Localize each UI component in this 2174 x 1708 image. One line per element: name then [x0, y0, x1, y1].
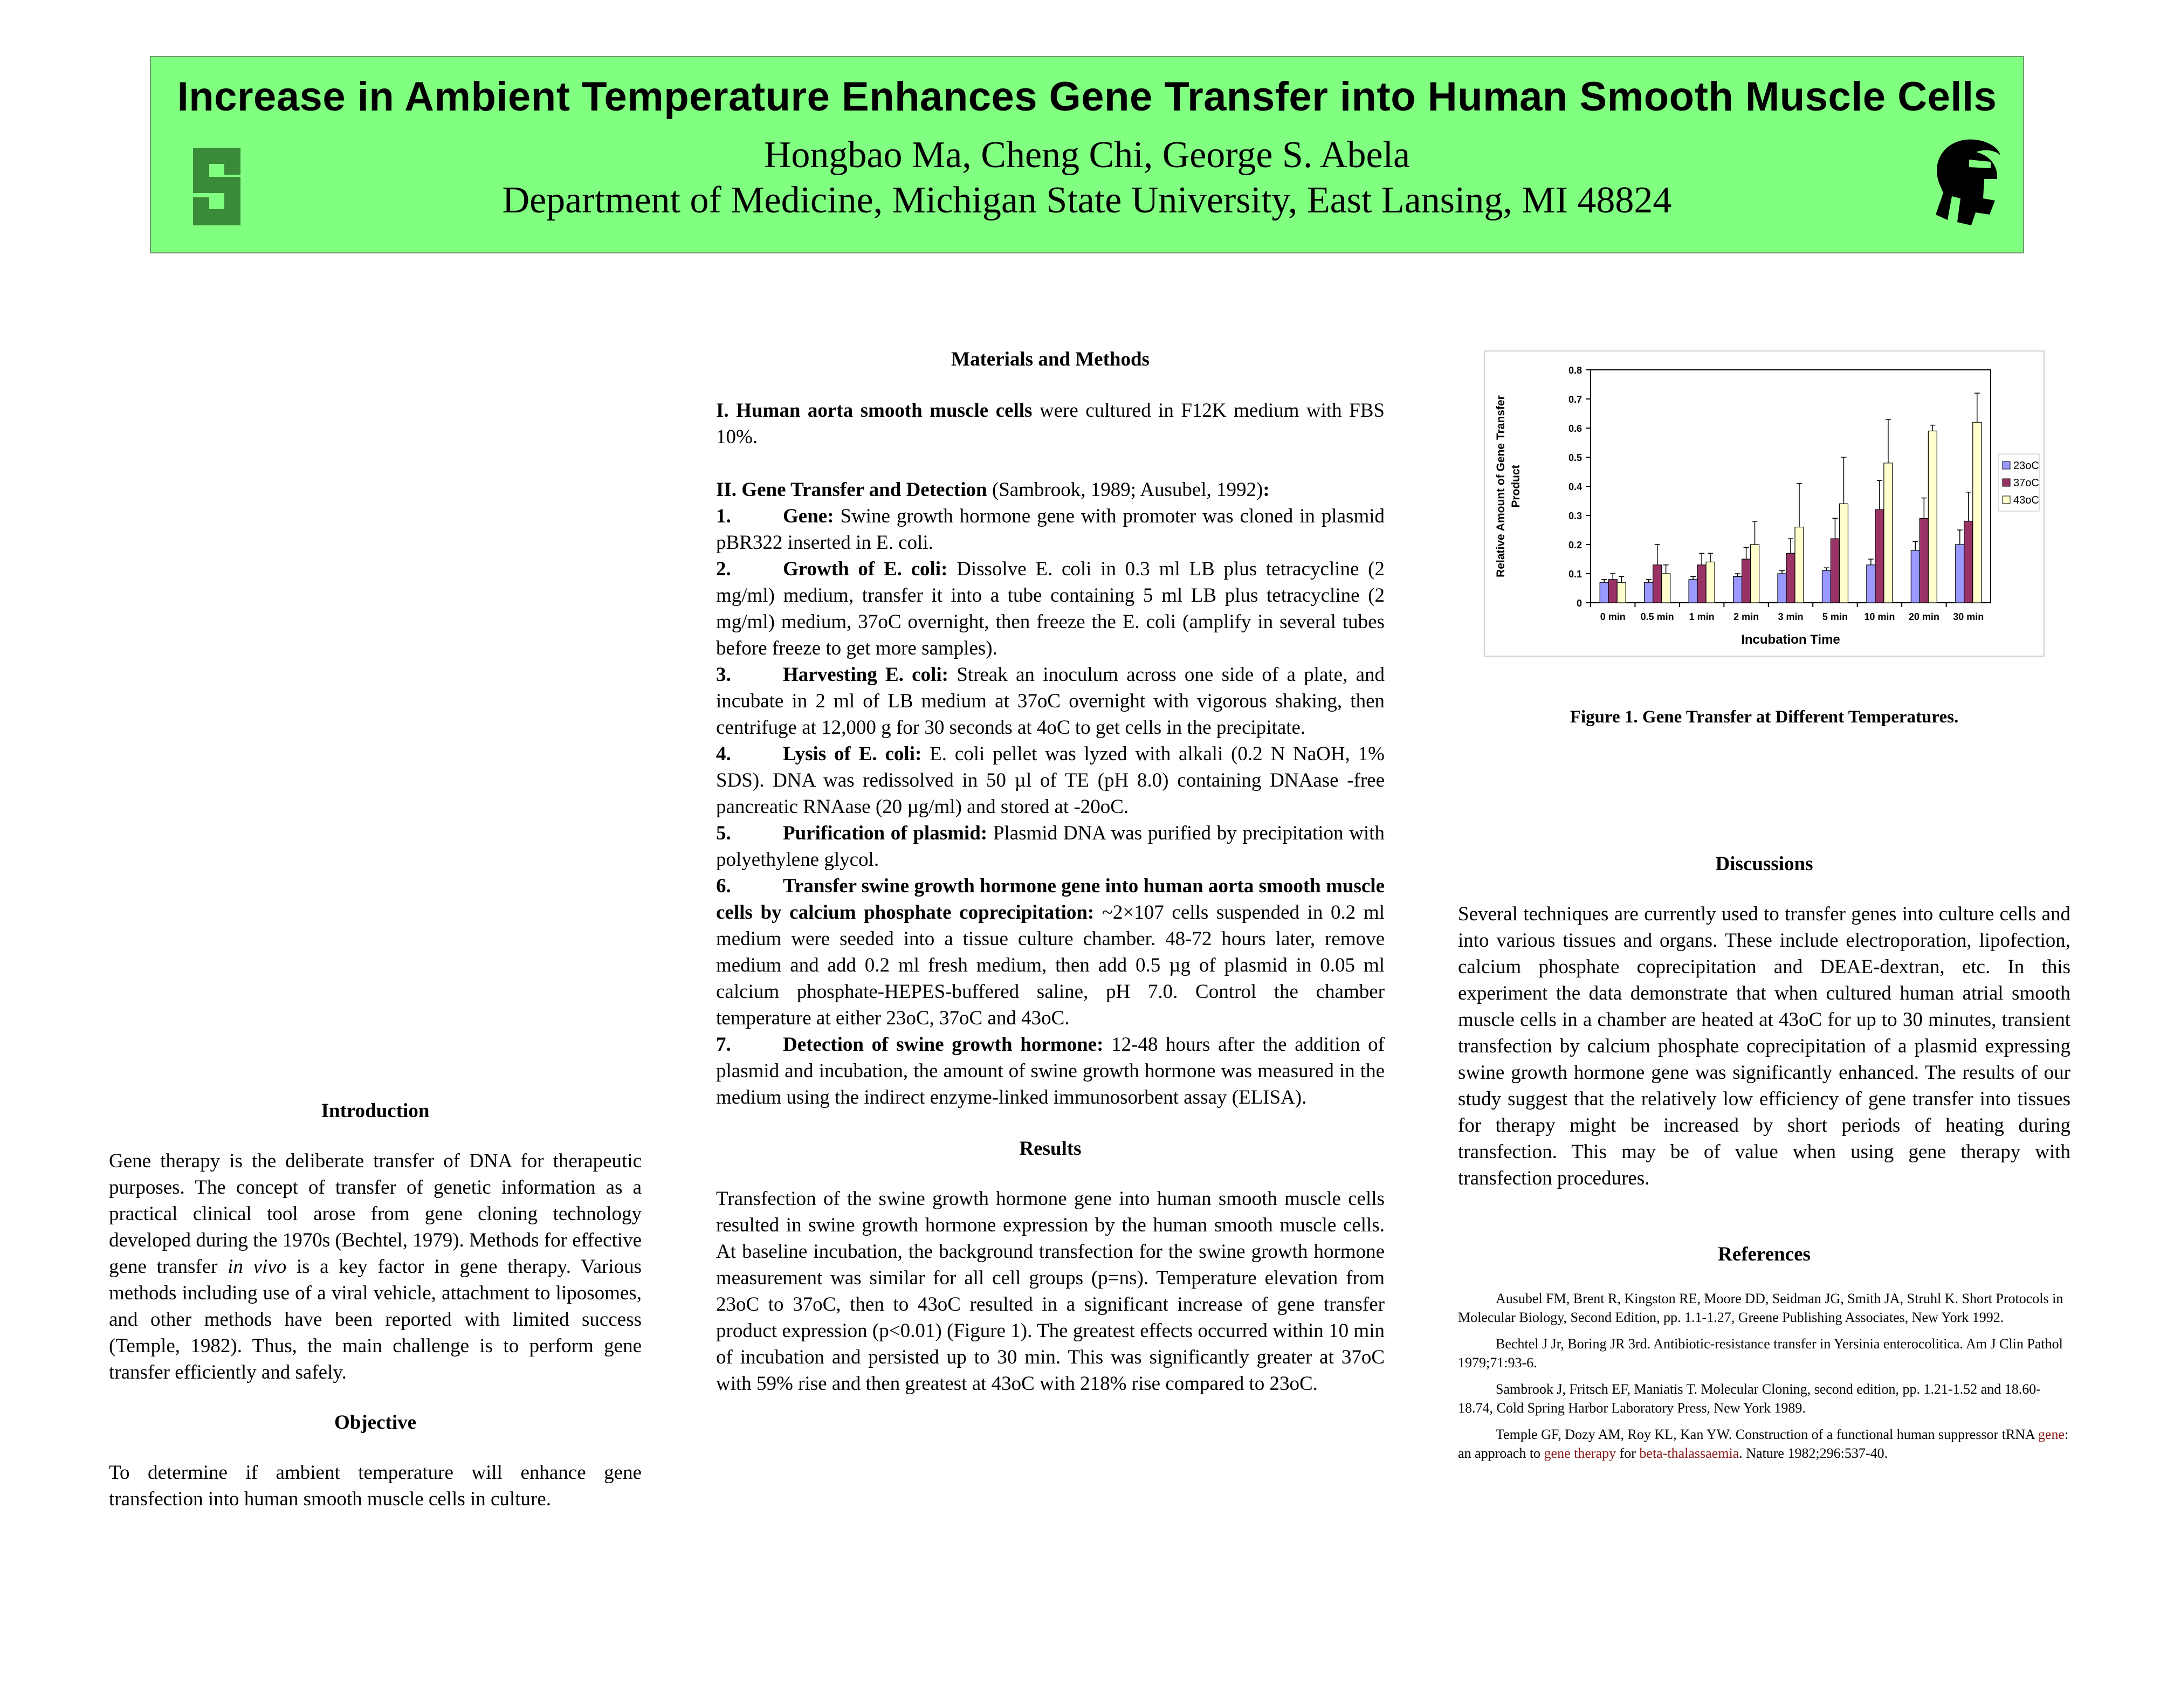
bar: [1697, 565, 1706, 603]
y-tick-label: 0.1: [1568, 569, 1582, 580]
method-step: [716, 662, 1385, 741]
reference-item: Bechtel J Jr, Boring JR 3rd. Antibiotic-resistance transfer in Yersinia enterocolitica. Am J Clin Pathol 1979;71:93-6.: [1458, 1336, 2063, 1370]
reference-item: Ausubel FM, Brent R, Kingston RE, Moore DD, Seidman JG, Smith JA, Struhl K. Short Protocols in Molecular Biology, Second Edition, pp. 1.1-1.27, Greene Publishing Associates, New York 1992.: [1458, 1291, 2063, 1325]
introduction-section: [109, 1098, 642, 1512]
step-title: Harvesting E. coli:: [783, 664, 948, 686]
step-number: 5.: [716, 822, 731, 844]
methods-steps: [716, 503, 1385, 1111]
bar: [1839, 504, 1848, 603]
affiliation: Department of Medicine, Michigan State University, East Lansing, MI 48824: [502, 180, 1672, 221]
step-number: 7.: [716, 1034, 731, 1056]
bar: [1600, 582, 1608, 603]
x-tick-label: 3 min: [1778, 611, 1804, 622]
x-tick-label: 0 min: [1600, 611, 1626, 622]
y-tick-label: 0.7: [1568, 394, 1582, 405]
bar: [1662, 574, 1670, 603]
reference-item: Sambrook J, Fritsch EF, Maniatis T. Molecular Cloning, second edition, pp. 1.21-1.52 and 18.60-18.74, Cold Spring Harbor Laboratory Press, New York 1989.: [1458, 1381, 2041, 1416]
y-tick-label: 0.3: [1568, 511, 1582, 521]
y-axis-label-line: Relative Amount of Gene Transfer: [1495, 395, 1507, 577]
bar: [1742, 559, 1751, 603]
step-text: E. coli pellet was lyzed with alkali (0.2 N NaOH, 1% SDS). DNA was redissolved in 50 µl of TE (pH 8.0) containing DNAase -free pancreatic RNAase (20 µg/ml) and stored at -20oC.: [716, 743, 1385, 818]
bar: [1875, 509, 1884, 603]
y-axis-label: [1495, 395, 1522, 577]
legend-label: 43oC: [2013, 494, 2039, 506]
bar: [1645, 582, 1653, 603]
bar: [1973, 422, 1982, 603]
bar: [1786, 553, 1795, 603]
bar: [1867, 565, 1875, 603]
bar-chart: [1485, 352, 2044, 656]
y-axis-label-line: Product: [1510, 465, 1522, 508]
reference-link-gene-therapy[interactable]: gene therapy: [1544, 1445, 1616, 1461]
figure-1-chart: [1484, 350, 2045, 657]
methods-gene-transfer-citation: (Sambrook, 1989; Ausubel, 1992): [987, 479, 1263, 501]
methods-cells-title: I. Human aorta smooth muscle cells: [716, 400, 1033, 422]
step-text: 12-48 hours after the addition of plasmid and incubation, the amount of swine growth hormone was measured in the medium using the indirect enzyme-linked immunosorbent assay (ELISA).: [716, 1034, 1385, 1108]
step-text: Swine growth hormone gene with promoter was cloned in plasmid pBR322 inserted in E. coli.: [716, 505, 1385, 554]
x-tick-label: 2 min: [1733, 611, 1759, 622]
discussions-text: Several techniques are currently used to transfer genes into culture cells and into various tissues and organs. These include electroporation, lipofection, calcium phosphate coprecipitation and DEAE-dextran, etc. In this experiment the data demonstrate that when cultured human atrial smooth muscle cells in a chamber are heated at 43oC for up to 30 minutes, transient transfection by calcium phosphate coprecipitation of a plasmid expressing swine growth hormone gene was significantly enhanced. The results of our study suggest that the relatively low efficiency of gene transfer into tissues for therapy might be increased by short periods of heating during transfection. This may be of value when using gene therapy with transfection procedures.: [1458, 903, 2070, 1189]
reference-link-beta-thalassaemia[interactable]: beta-thalassaemia: [1639, 1445, 1739, 1461]
bar: [1928, 431, 1937, 603]
discussions-section: [1458, 851, 2070, 1470]
reference-item: [1458, 1425, 2070, 1463]
x-tick-label: 10 min: [1864, 611, 1895, 622]
reference-text: Temple GF, Dozy AM, Roy KL, Kan YW. Construction of a functional human suppressor tRNA: [1496, 1427, 2038, 1442]
objective-heading: Objective: [334, 1411, 417, 1434]
legend-swatch: [2003, 496, 2010, 504]
step-title: Gene:: [783, 505, 834, 527]
method-step: [716, 873, 1385, 1031]
introduction-text-b: is a key factor in gene therapy. Various methods including use of a viral vehicle, attachment to liposomes, and other methods have been reported with limited success (Temple, 1982). Thus, the main challenge is to perform gene transfer efficiently and safely.: [109, 1256, 642, 1383]
bar: [1608, 580, 1617, 603]
figure-caption: Figure 1. Gene Transfer at Different Temperatures.: [1570, 707, 1959, 727]
y-tick-label: 0.2: [1568, 540, 1582, 550]
references-heading: References: [1718, 1243, 1811, 1265]
methods-section: [716, 346, 1385, 1397]
bar: [1617, 582, 1626, 603]
x-tick-label: 30 min: [1953, 611, 1984, 622]
methods-gene-transfer-title: II. Gene Transfer and Detection: [716, 479, 987, 501]
y-tick-label: 0.5: [1568, 452, 1582, 463]
x-axis-label: Incubation Time: [1741, 632, 1840, 647]
step-number: 3.: [716, 664, 731, 686]
method-step: [716, 556, 1385, 662]
step-text: Plasmid DNA was purified by precipitation with polyethylene glycol.: [716, 822, 1385, 871]
bar: [1653, 565, 1662, 603]
bar: [1733, 576, 1742, 603]
method-step: [716, 820, 1385, 873]
objective-text: To determine if ambient temperature will enhance gene transfection into human smooth muscle cells in culture.: [109, 1462, 642, 1510]
bar: [1822, 571, 1831, 603]
bar: [1831, 539, 1839, 603]
reference-text: . Nature 1982;296:537-40.: [1739, 1445, 1888, 1461]
introduction-in-vivo: in vivo: [228, 1256, 287, 1278]
legend-swatch: [2003, 479, 2010, 486]
step-number: 6.: [716, 875, 731, 897]
step-title: Detection of swine growth hormone:: [783, 1034, 1104, 1056]
method-step: [716, 741, 1385, 820]
discussions-heading: Discussions: [1715, 853, 1813, 875]
step-number: 4.: [716, 743, 731, 765]
methods-gene-transfer-colon: :: [1263, 479, 1270, 501]
bar: [1689, 580, 1697, 603]
bar: [1964, 521, 1973, 603]
methods-heading: Materials and Methods: [951, 348, 1150, 370]
legend-label: 37oC: [2013, 477, 2039, 489]
x-tick-label: 5 min: [1822, 611, 1848, 622]
results-text: Transfection of the swine growth hormone gene into human smooth muscle cells resulted in swine growth hormone expression by the human smooth muscle cells. At baseline incubation, the background transfection for the swine growth hormone measurement was similar for all cell groups (p=ns). Temperature elevation from 23oC to 37oC, then to 43oC resulted in a significant increase of gene transfer product expression (p<0.01) (Figure 1). The greatest effects occurred within 10 min of incubation and persisted up to 30 min. This was significantly greater at 37oC with 59% rise and then greatest at 43oC with 218% rise compared to 23oC.: [716, 1188, 1385, 1395]
bar: [1884, 463, 1893, 603]
method-step: [716, 1031, 1385, 1111]
poster-title: Increase in Ambient Temperature Enhances Gene Transfer into Human Smooth Muscle Cells: [177, 74, 1997, 120]
references-list: [1458, 1289, 2070, 1463]
y-tick-label: 0.8: [1568, 365, 1582, 376]
x-tick-label: 0.5 min: [1640, 611, 1674, 622]
methods-cells: [716, 397, 1385, 450]
reference-text: for: [1616, 1445, 1640, 1461]
bar: [1706, 562, 1715, 603]
introduction-heading: Introduction: [321, 1100, 430, 1122]
reference-text: : an approach to: [1458, 1427, 2069, 1461]
step-text: Dissolve E. coli in 0.3 ml LB plus tetracycline (2 mg/ml) medium, transfer it into a tube containing 5 ml LB plus tetracycline (2 mg/ml) medium, 37oC overnight, then freeze the E. coli (amplify in several tubes before freeze to get more samples).: [716, 558, 1385, 659]
y-tick-label: 0.6: [1568, 423, 1582, 434]
step-title: Purification of plasmid:: [783, 822, 988, 844]
bar: [1956, 545, 1964, 603]
x-tick-label: 1 min: [1689, 611, 1715, 622]
introduction-text: [109, 1148, 642, 1386]
step-text: Streak an inoculum across one side of a plate, and incubate in 2 ml of LB medium at 37oC overnight with vigorous shaking, then centrifuge at 12,000 g for 30 seconds at 4oC to get cells in the precipitate.: [716, 664, 1385, 739]
bar: [1795, 527, 1804, 603]
step-number: 2.: [716, 558, 731, 580]
spartan-helmet-logo: [1920, 134, 2006, 231]
bar: [1920, 518, 1928, 603]
step-title: Growth of E. coli:: [783, 558, 948, 580]
title-banner: [150, 56, 2024, 253]
legend-swatch: [2003, 462, 2010, 469]
y-tick-label: 0.4: [1568, 481, 1582, 492]
methods-cells-text: were cultured in F12K medium with FBS 10%.: [716, 400, 1385, 448]
legend-label: 23oC: [2013, 460, 2039, 472]
step-number: 1.: [716, 505, 731, 527]
reference-link-gene[interactable]: gene: [2038, 1427, 2065, 1442]
introduction-text-a: Gene therapy is the deliberate transfer of DNA for therapeutic purposes. The concept of transfer of genetic information as a practical clinical tool arose from gene cloning technology developed during the 1970s (Bechtel, 1979). Methods for effective gene transfer: [109, 1150, 642, 1278]
method-step: [716, 503, 1385, 556]
bar: [1751, 545, 1759, 603]
x-tick-label: 20 min: [1908, 611, 1939, 622]
step-title: Transfer swine growth hormone gene into human aorta smooth muscle cells by calcium phosphate coprecipitation:: [716, 875, 1385, 924]
step-title: Lysis of E. coli:: [783, 743, 922, 765]
methods-gene-transfer: [716, 477, 1385, 503]
results-heading: Results: [1019, 1138, 1082, 1160]
bar: [1911, 550, 1920, 603]
bar: [1778, 574, 1786, 603]
authors: Hongbao Ma, Cheng Chi, George S. Abela: [763, 134, 1411, 176]
step-text: ~2×107 cells suspended in 0.2 ml medium were seeded into a tissue culture chamber. 48-72 hours later, remove medium and add 0.2 ml fresh medium, then add 0.5 µg of plasmid in 0.05 ml calcium phosphate-HEPES-buffered saline, pH 7.0. Control the chamber temperature at either 23oC, 37oC and 43oC.: [716, 901, 1385, 1029]
y-tick-label: 0: [1576, 598, 1582, 609]
